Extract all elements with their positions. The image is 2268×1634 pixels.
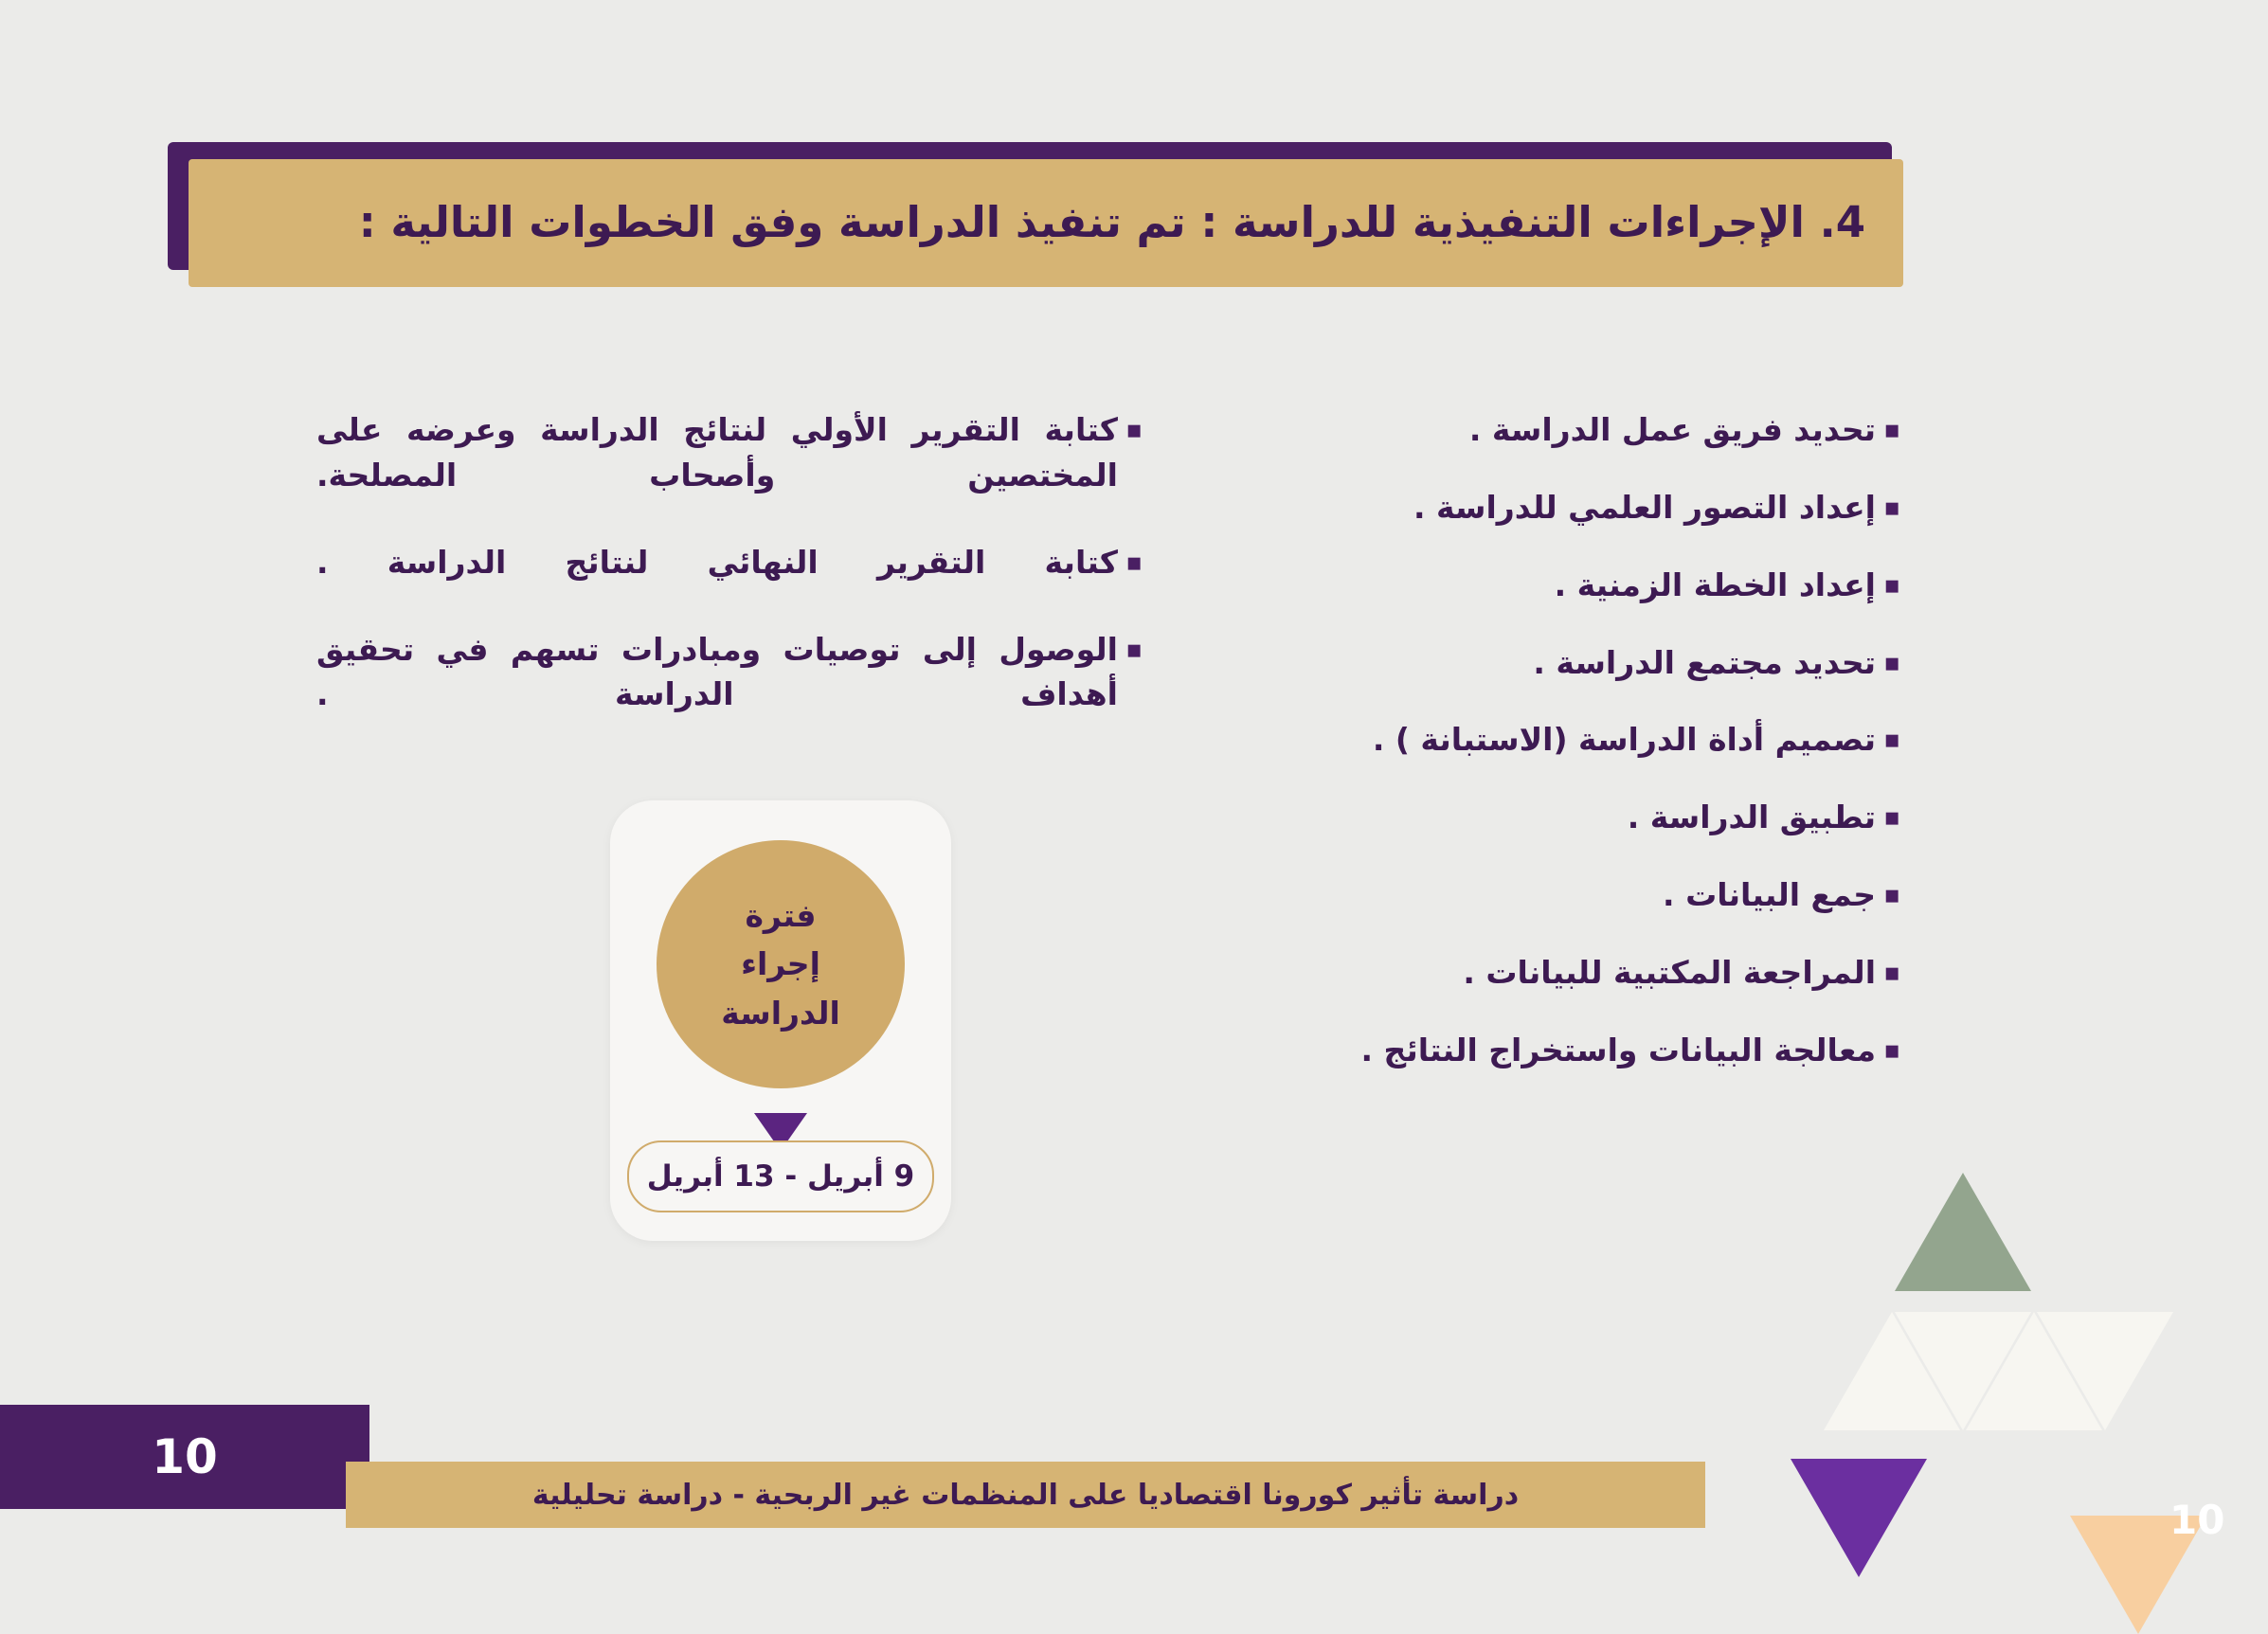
list-item [1226, 1028, 1908, 1073]
list-item [1226, 717, 1908, 763]
bullet-marker-icon: ▪ [1883, 1035, 1900, 1065]
list-item-label: تطبيق الدراسة . [1627, 799, 1876, 836]
triangle-white-up-right-icon [1966, 1312, 2102, 1430]
list-item-label: تصميم أداة الدراسة (الاستبانة ) . [1372, 721, 1876, 759]
page-title: 4. الإجراءات التنفيذية للدراسة : تم تنفيذ الدراسة وفق الخطوات التالية : [358, 197, 1865, 248]
period-date-badge [627, 1140, 934, 1212]
bullet-marker-icon: ▪ [1883, 648, 1900, 677]
list-item [316, 540, 1150, 585]
footer-bar [346, 1462, 1705, 1528]
triangle-white-up-left-icon [1824, 1312, 1960, 1430]
list-item-label: المراجعة المكتبية للبيانات . [1463, 953, 1876, 991]
study-period-circle [657, 840, 905, 1088]
triangle-green-icon [1895, 1173, 2031, 1291]
list-item [316, 407, 1150, 498]
period-line-2: إجراء [741, 945, 820, 983]
bullet-marker-icon: ▪ [1883, 726, 1900, 755]
bullet-marker-icon: ▪ [1125, 635, 1143, 664]
bullet-marker-icon: ▪ [1125, 548, 1143, 577]
list-item [1226, 872, 1908, 918]
list-item [1226, 407, 1908, 453]
bullet-marker-icon: ▪ [1883, 803, 1900, 833]
bullet-marker-icon: ▪ [1883, 958, 1900, 987]
list-item-label: معالجة البيانات واستخراج النتائج . [1360, 1031, 1876, 1068]
bullet-marker-icon: ▪ [1883, 416, 1900, 444]
page-number-box [0, 1405, 369, 1509]
slide-title-block [168, 142, 1892, 270]
list-item-label: جمع البيانات . [1663, 876, 1876, 914]
bullet-column-left [316, 407, 1150, 759]
list-item [1226, 485, 1908, 530]
list-item [1226, 640, 1908, 686]
list-item-label: كتابة التقرير النهائي لنتائج الدراسة . [316, 543, 1118, 581]
list-item-label: تحديد فريق عمل الدراسة . [1468, 411, 1876, 448]
list-item-label: كتابة التقرير الأولي لنتائج الدراسة وعرضه على المختصين وأصحاب المصلحة. [316, 411, 1118, 494]
period-line-1: فترة [745, 897, 817, 935]
title-bar [189, 159, 1903, 287]
list-item [1226, 563, 1908, 608]
period-date-label: 9 أبريل - 13 أبريل [646, 1159, 915, 1194]
list-item-label: تحديد مجتمع الدراسة . [1533, 643, 1876, 681]
list-item [1226, 795, 1908, 840]
corner-page-number: 10 [2169, 1497, 2225, 1543]
study-period-card [610, 800, 951, 1241]
bullet-marker-icon: ▪ [1883, 570, 1900, 600]
list-item [1226, 950, 1908, 996]
footer-title: دراسة تأثير كورونا اقتصاديا على المنظمات غير الربحية - دراسة تحليلية [531, 1478, 1520, 1512]
bullet-marker-icon: ▪ [1883, 881, 1900, 910]
bullet-column-right [1226, 407, 1908, 1105]
bullet-marker-icon: ▪ [1883, 493, 1900, 522]
list-item-label: الوصول إلى توصيات ومبادرات تسهم في تحقيق أهداف الدراسة . [316, 630, 1118, 713]
bullet-marker-icon: ▪ [1125, 416, 1143, 444]
list-item [316, 627, 1150, 718]
triangle-purple-icon [1791, 1459, 1927, 1577]
list-item-label: إعداد الخطة الزمنية . [1554, 566, 1876, 603]
period-line-3: الدراسة [721, 994, 840, 1032]
list-item-label: إعداد التصور العلمي للدراسة . [1413, 488, 1876, 526]
page-number: 10 [152, 1429, 218, 1484]
